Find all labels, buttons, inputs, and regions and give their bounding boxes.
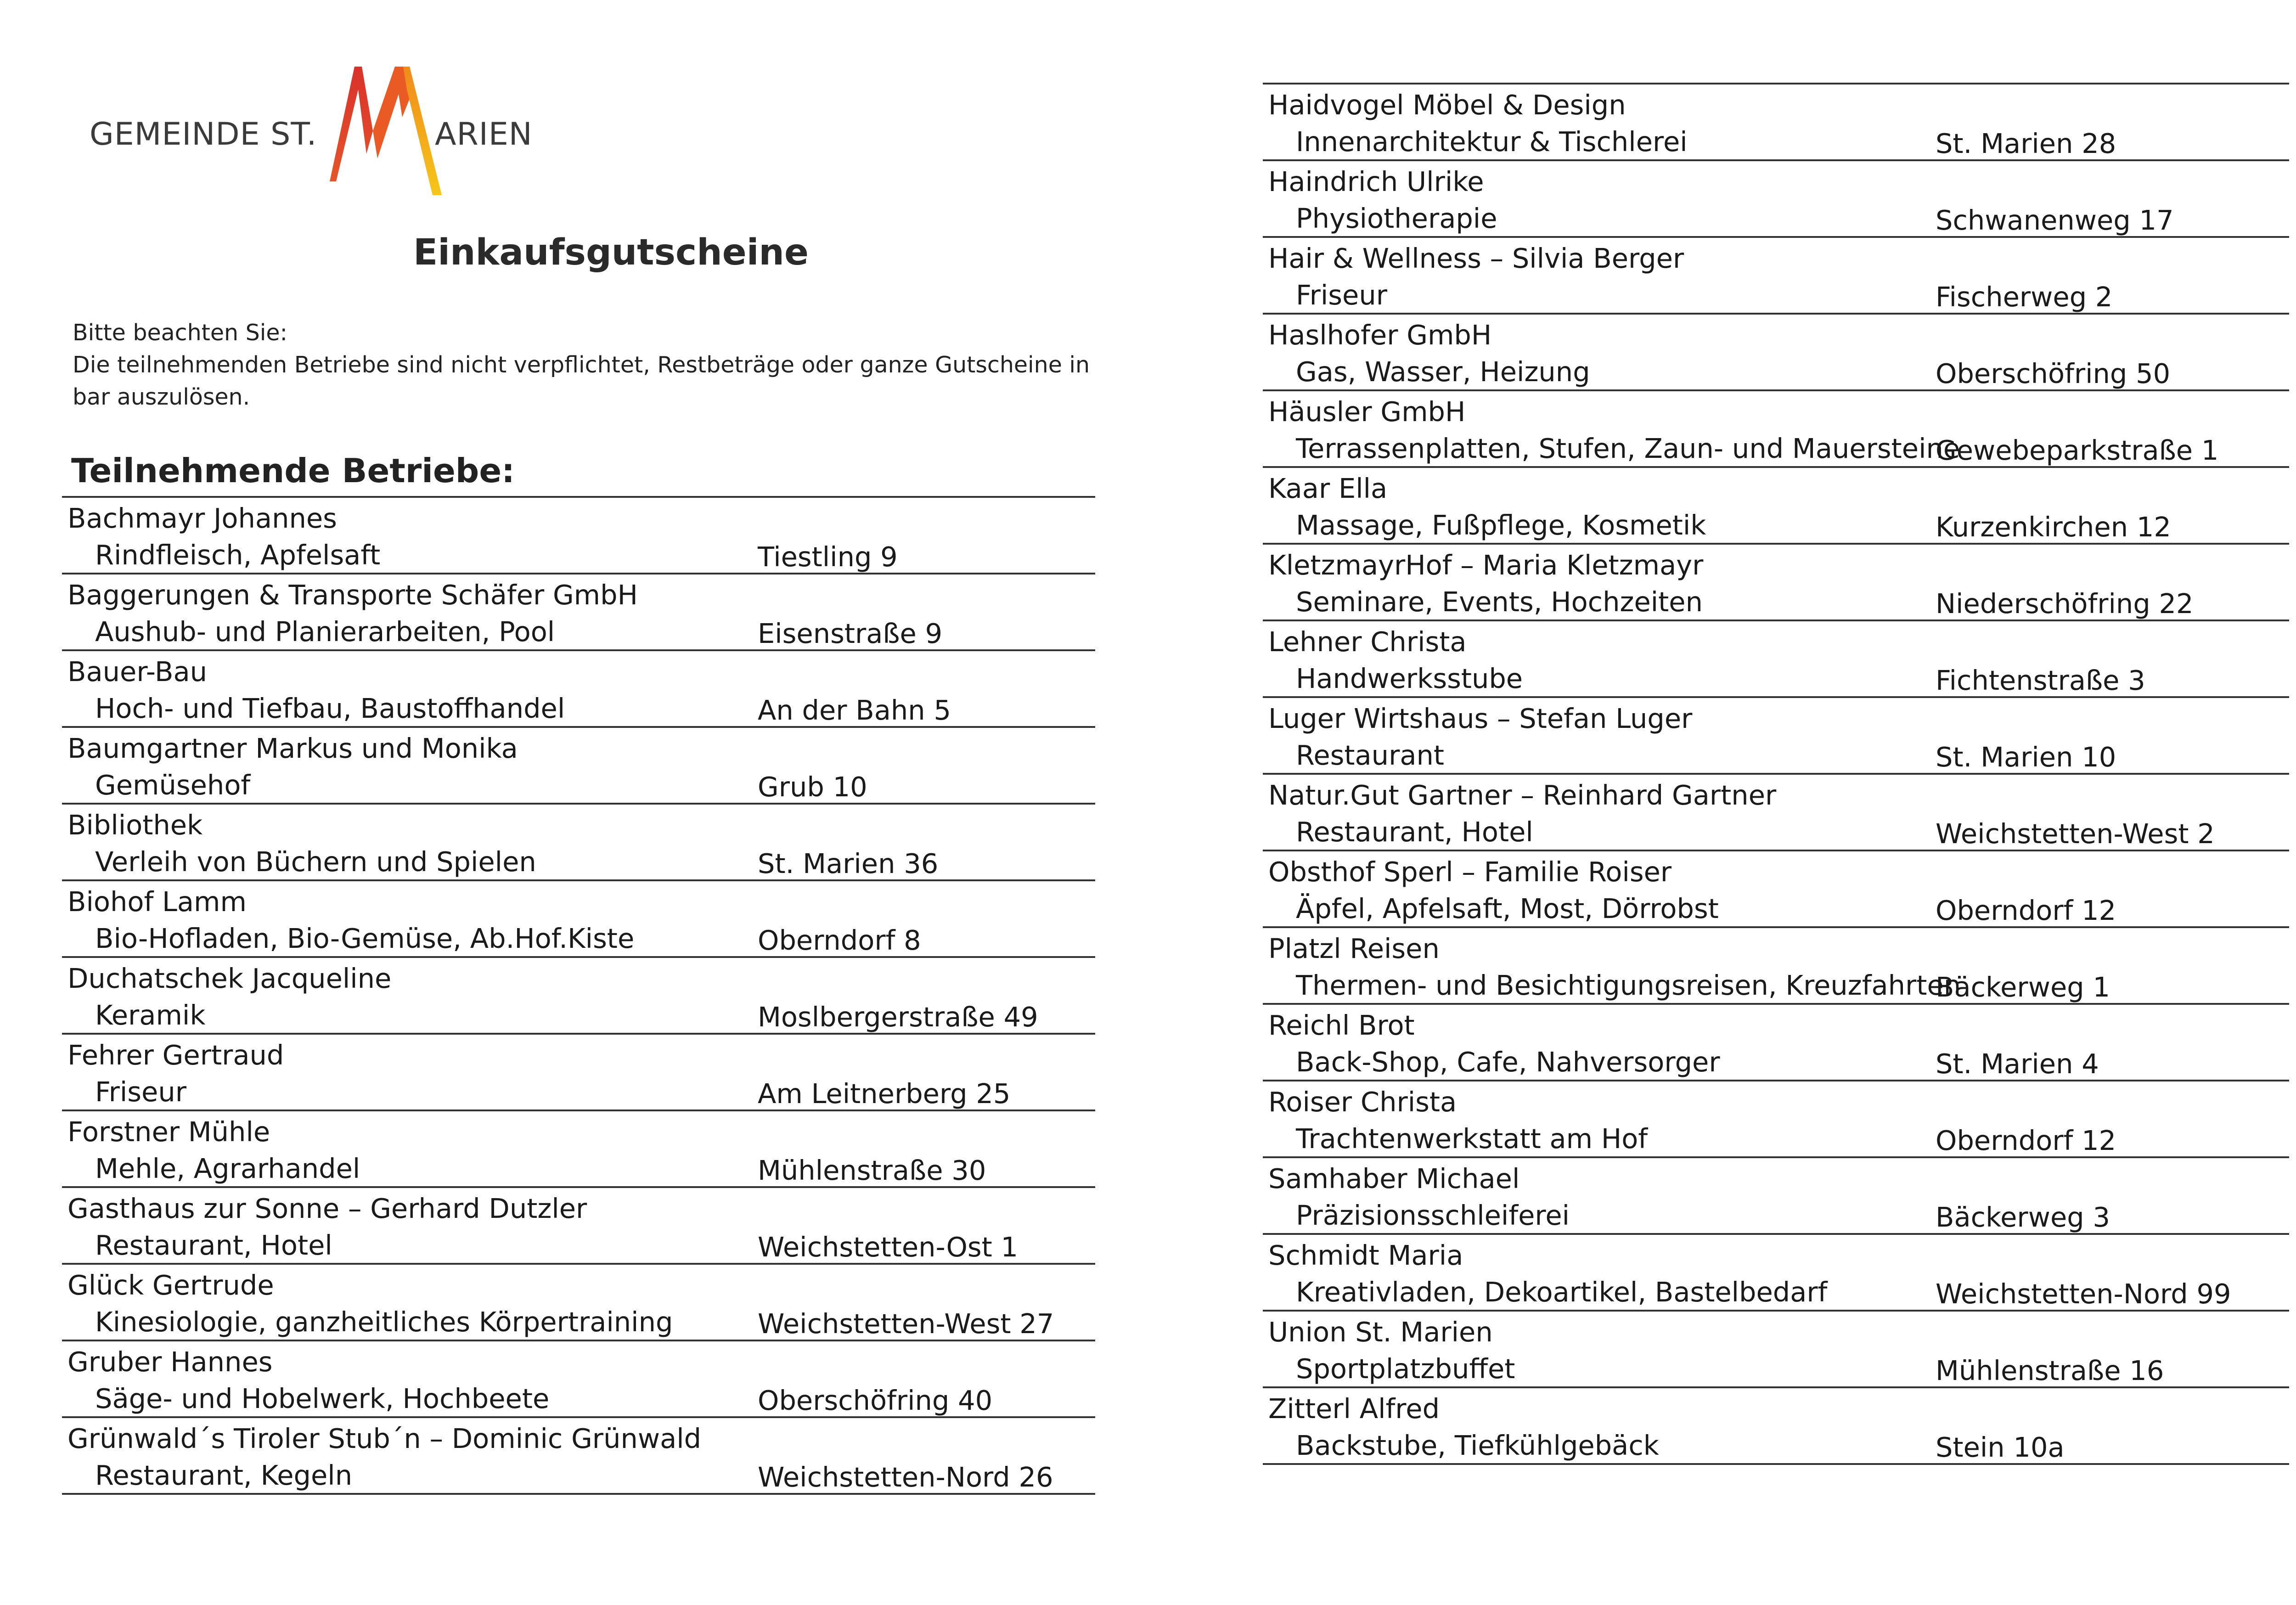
business-address: Weichstetten-Nord 26 bbox=[758, 1461, 1053, 1493]
notice-text bbox=[73, 317, 1106, 413]
municipality-logo bbox=[90, 62, 549, 200]
business-address: Weichstetten-West 2 bbox=[1936, 818, 2215, 850]
business-name: Glück Gertrude bbox=[68, 1269, 274, 1301]
business-name: Haindrich Ulrike bbox=[1268, 166, 1484, 197]
business-category: Verleih von Büchern und Spielen bbox=[95, 846, 536, 878]
business-category: Kinesiologie, ganzheitliches Körpertraining bbox=[95, 1306, 673, 1338]
business-row bbox=[62, 881, 1095, 958]
document-title: Einkaufsgutscheine bbox=[413, 232, 809, 273]
business-address: Bäckerweg 3 bbox=[1936, 1201, 2110, 1233]
business-row bbox=[1263, 1158, 2289, 1235]
business-row bbox=[1263, 84, 2289, 161]
business-category: Keramik bbox=[95, 999, 206, 1031]
business-address: Weichstetten-West 27 bbox=[758, 1308, 1054, 1340]
business-address: Moslbergerstraße 49 bbox=[758, 1001, 1038, 1033]
business-name: Hair & Wellness – Silvia Berger bbox=[1268, 242, 1684, 274]
section-heading: Teilnehmende Betriebe: bbox=[71, 451, 515, 490]
business-address: Gewebeparkstraße 1 bbox=[1936, 434, 2219, 466]
business-category: Sportplatzbuffet bbox=[1296, 1353, 1515, 1385]
business-address: Oberndorf 12 bbox=[1936, 895, 2116, 926]
business-row bbox=[1263, 1235, 2289, 1312]
business-address: Fischerweg 2 bbox=[1936, 281, 2113, 313]
business-category: Trachtenwerkstatt am Hof bbox=[1296, 1123, 1648, 1154]
business-category: Backstube, Tiefkühlgebäck bbox=[1296, 1430, 1659, 1461]
business-address: St. Marien 4 bbox=[1936, 1048, 2099, 1080]
business-name: Forstner Mühle bbox=[68, 1116, 270, 1148]
business-category: Physiotherapie bbox=[1296, 203, 1497, 234]
business-address: Stein 10a bbox=[1936, 1431, 2065, 1463]
business-address: St. Marien 10 bbox=[1936, 741, 2116, 773]
business-address: Mühlenstraße 30 bbox=[758, 1154, 986, 1186]
business-address: Oberndorf 12 bbox=[1936, 1125, 2116, 1156]
business-name: Obsthof Sperl – Familie Roiser bbox=[1268, 856, 1672, 888]
business-name: Biohof Lamm bbox=[68, 886, 247, 918]
business-category: Innenarchitektur & Tischlerei bbox=[1296, 126, 1688, 158]
business-address: Oberschöfring 50 bbox=[1936, 358, 2171, 389]
business-category: Back-Shop, Cafe, Nahversorger bbox=[1296, 1046, 1720, 1078]
business-row bbox=[62, 958, 1095, 1035]
business-address: Fichtenstraße 3 bbox=[1936, 665, 2145, 696]
business-name: Zitterl Alfred bbox=[1268, 1393, 1440, 1425]
business-category: Bio-Hofladen, Bio-Gemüse, Ab.Hof.Kiste bbox=[95, 923, 635, 954]
business-name: Gruber Hannes bbox=[68, 1346, 273, 1378]
business-name: Häusler GmbH bbox=[1268, 396, 1466, 428]
business-row bbox=[1263, 775, 2289, 851]
business-address: Oberndorf 8 bbox=[758, 924, 921, 956]
notice-line-3: bar auszulösen. bbox=[73, 384, 250, 410]
business-name: Natur.Gut Gartner – Reinhard Gartner bbox=[1268, 779, 1777, 811]
business-address: Niederschöfring 22 bbox=[1936, 588, 2194, 619]
business-name: Fehrer Gertraud bbox=[68, 1039, 284, 1071]
business-category: Gas, Wasser, Heizung bbox=[1296, 356, 1590, 388]
business-row bbox=[62, 498, 1095, 574]
business-row bbox=[1263, 1005, 2289, 1081]
business-category: Säge- und Hobelwerk, Hochbeete bbox=[95, 1383, 550, 1414]
business-address: Bäckerweg 1 bbox=[1936, 971, 2110, 1003]
business-category: Äpfel, Apfelsaft, Most, Dörrobst bbox=[1296, 893, 1719, 924]
business-name: Samhaber Michael bbox=[1268, 1163, 1520, 1194]
business-address: Grub 10 bbox=[758, 771, 867, 803]
business-row bbox=[62, 1341, 1095, 1418]
business-name: Roiser Christa bbox=[1268, 1086, 1457, 1118]
business-row bbox=[1263, 1388, 2289, 1465]
business-category: Friseur bbox=[95, 1076, 186, 1108]
business-name: Kaar Ella bbox=[1268, 473, 1388, 504]
business-category: Hoch- und Tiefbau, Baustoffhandel bbox=[95, 693, 565, 724]
business-name: Schmidt Maria bbox=[1268, 1239, 1463, 1271]
business-category: Restaurant, Kegeln bbox=[95, 1459, 353, 1491]
business-category: Präzisionsschleiferei bbox=[1296, 1200, 1570, 1231]
business-row bbox=[1263, 1312, 2289, 1388]
business-address: St. Marien 28 bbox=[1936, 128, 2116, 159]
business-name: Haslhofer GmbH bbox=[1268, 319, 1492, 351]
logo-text-right: ARIEN bbox=[435, 116, 533, 152]
business-address: Weichstetten-Nord 99 bbox=[1936, 1278, 2231, 1310]
business-category: Restaurant, Hotel bbox=[1296, 816, 1533, 848]
business-name: Platzl Reisen bbox=[1268, 933, 1440, 964]
business-name: Haidvogel Möbel & Design bbox=[1268, 89, 1626, 121]
notice-line-2: Die teilnehmenden Betriebe sind nicht verpflichtet, Restbeträge oder ganze Gutscheine in bbox=[73, 352, 1090, 378]
business-name: Luger Wirtshaus – Stefan Luger bbox=[1268, 703, 1693, 734]
business-row bbox=[1263, 698, 2289, 775]
notice-line-1: Bitte beachten Sie: bbox=[73, 320, 288, 346]
business-row bbox=[62, 1188, 1095, 1265]
business-name: Bauer-Bau bbox=[68, 656, 208, 687]
business-row bbox=[1263, 851, 2289, 928]
business-name: Bibliothek bbox=[68, 809, 203, 841]
business-name: Reichl Brot bbox=[1268, 1009, 1415, 1041]
business-category: Gemüsehof bbox=[95, 769, 251, 801]
business-list-right bbox=[1263, 83, 2289, 1465]
business-row bbox=[1263, 315, 2289, 391]
business-row bbox=[1263, 1081, 2289, 1158]
business-name: Duchatschek Jacqueline bbox=[68, 963, 392, 994]
business-name: KletzmayrHof – Maria Kletzmayr bbox=[1268, 549, 1704, 581]
business-category: Thermen- und Besichtigungsreisen, Kreuzfahrten bbox=[1296, 969, 1961, 1001]
business-address: Eisenstraße 9 bbox=[758, 618, 943, 649]
business-row bbox=[1263, 238, 2289, 315]
logo-text-left: GEMEINDE ST. bbox=[90, 116, 317, 152]
business-row bbox=[1263, 468, 2289, 545]
business-address: Schwanenweg 17 bbox=[1936, 204, 2174, 236]
business-name: Union St. Marien bbox=[1268, 1316, 1493, 1348]
business-address: An der Bahn 5 bbox=[758, 694, 951, 726]
business-address: Oberschöfring 40 bbox=[758, 1385, 993, 1416]
business-category: Terrassenplatten, Stufen, Zaun- und Mauersteine bbox=[1296, 433, 1960, 464]
business-category: Mehle, Agrarhandel bbox=[95, 1153, 360, 1184]
business-row bbox=[1263, 545, 2289, 621]
business-row bbox=[1263, 391, 2289, 468]
business-category: Handwerksstube bbox=[1296, 663, 1523, 694]
business-category: Aushub- und Planierarbeiten, Pool bbox=[95, 616, 555, 648]
business-row bbox=[62, 651, 1095, 728]
business-row bbox=[62, 1111, 1095, 1188]
business-row bbox=[62, 1035, 1095, 1111]
logo-m-mark bbox=[326, 62, 445, 195]
business-name: Bachmayr Johannes bbox=[68, 502, 337, 534]
business-row bbox=[1263, 928, 2289, 1005]
business-category: Restaurant, Hotel bbox=[95, 1229, 332, 1261]
business-category: Kreativladen, Dekoartikel, Bastelbedarf bbox=[1296, 1276, 1828, 1308]
business-row bbox=[62, 728, 1095, 805]
business-row bbox=[62, 1265, 1095, 1341]
business-category: Restaurant bbox=[1296, 739, 1445, 771]
business-name: Grünwald´s Tiroler Stub´n – Dominic Grünwald bbox=[68, 1423, 702, 1454]
business-name: Lehner Christa bbox=[1268, 626, 1467, 658]
business-address: Mühlenstraße 16 bbox=[1936, 1355, 2164, 1386]
business-category: Rindfleisch, Apfelsaft bbox=[95, 539, 381, 571]
business-address: Kurzenkirchen 12 bbox=[1936, 511, 2171, 543]
business-category: Massage, Fußpflege, Kosmetik bbox=[1296, 509, 1706, 541]
business-address: Am Leitnerberg 25 bbox=[758, 1078, 1011, 1109]
business-row bbox=[1263, 161, 2289, 238]
business-category: Seminare, Events, Hochzeiten bbox=[1296, 586, 1703, 618]
business-address: Weichstetten-Ost 1 bbox=[758, 1231, 1019, 1263]
business-category: Friseur bbox=[1296, 279, 1387, 311]
business-list-left bbox=[62, 496, 1095, 1495]
business-row bbox=[62, 1418, 1095, 1495]
business-name: Baggerungen & Transporte Schäfer GmbH bbox=[68, 579, 638, 611]
business-row bbox=[62, 574, 1095, 651]
right-page bbox=[1194, 0, 2296, 1605]
business-name: Baumgartner Markus und Monika bbox=[68, 732, 518, 764]
business-row bbox=[1263, 621, 2289, 698]
business-address: St. Marien 36 bbox=[758, 848, 939, 879]
business-address: Tiestling 9 bbox=[758, 541, 898, 573]
business-name: Gasthaus zur Sonne – Gerhard Dutzler bbox=[68, 1193, 587, 1224]
business-row bbox=[62, 805, 1095, 881]
